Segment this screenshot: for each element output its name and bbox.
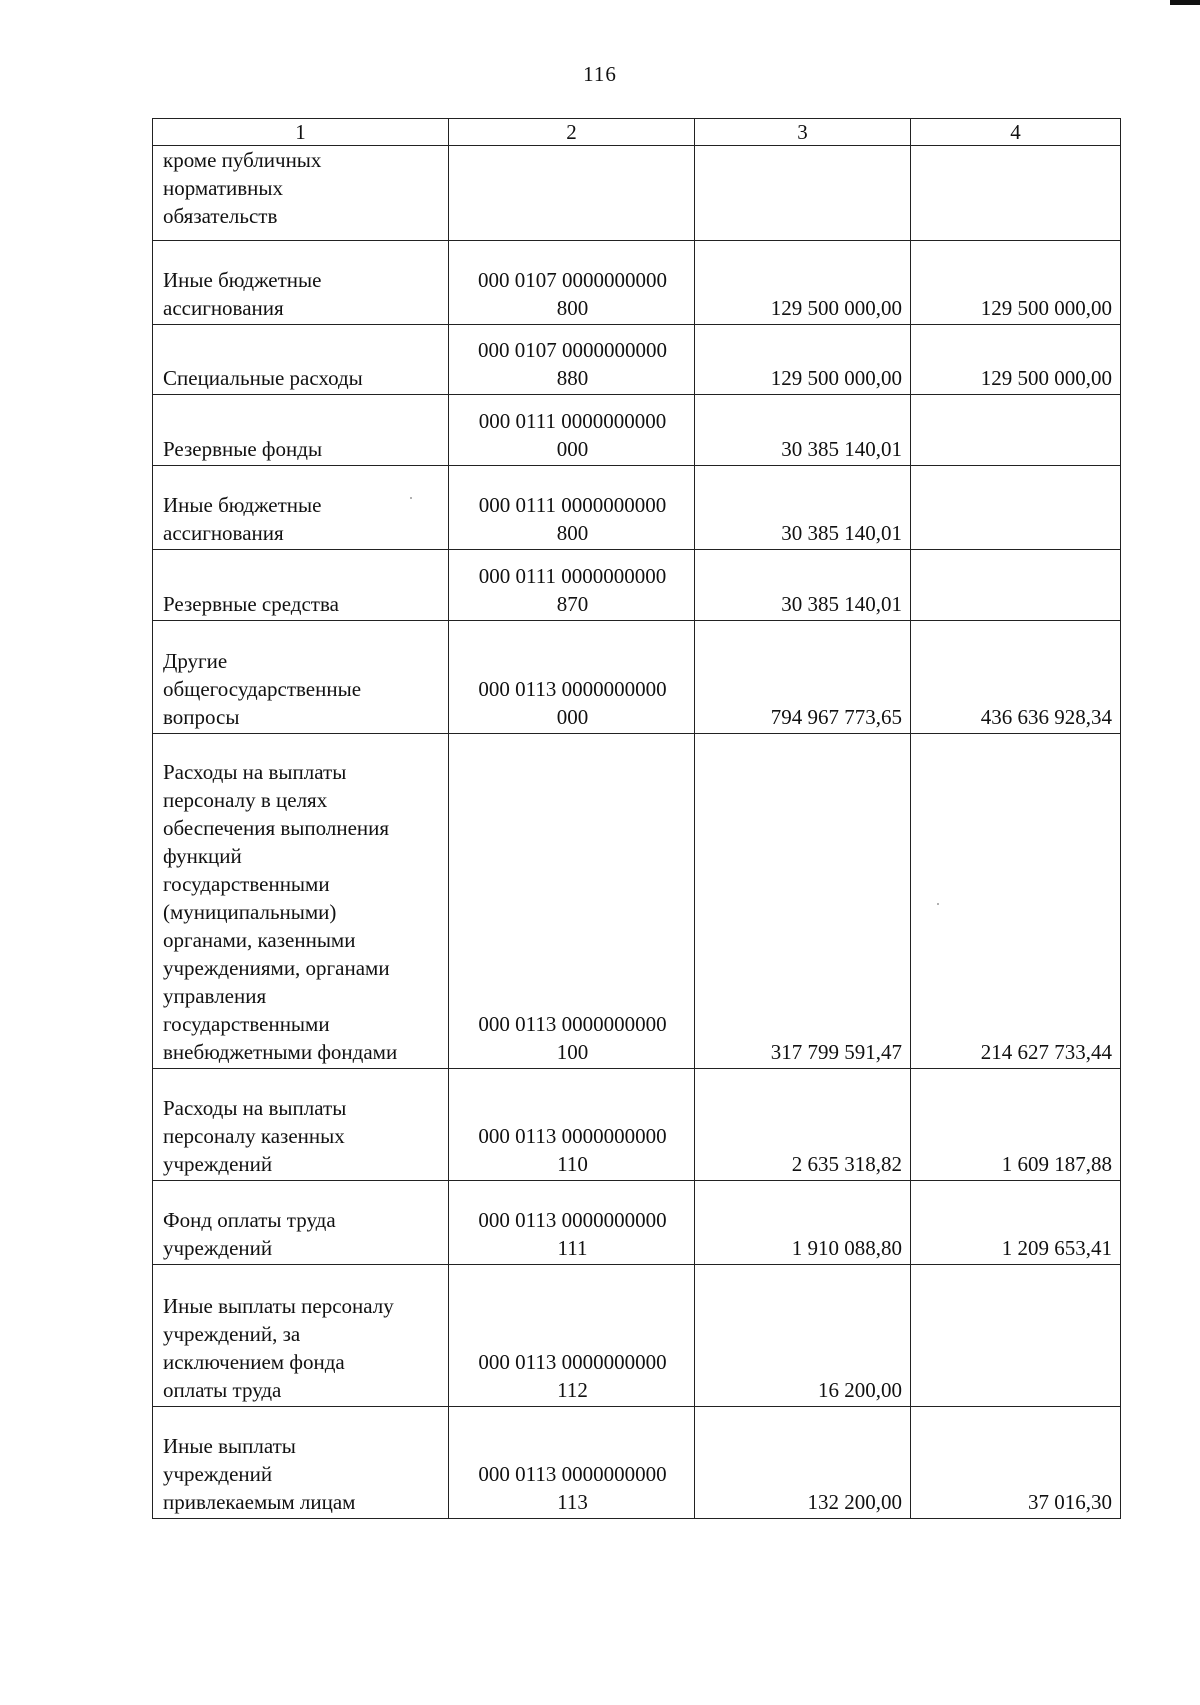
budget-code-line: 100 — [556, 1040, 589, 1064]
expense-name-line: персоналу в целях — [163, 788, 328, 812]
table-row — [153, 146, 1121, 241]
expense-name-cell — [153, 621, 449, 734]
budget-code-line: 000 0113 0000000000 — [478, 1124, 667, 1148]
expense-name-cell — [153, 1069, 449, 1181]
expense-name-line: привлекаемым лицам — [163, 1490, 356, 1514]
amount-column-3-cell: 2 635 318,82 — [695, 1069, 911, 1181]
amount-column-4-cell — [911, 395, 1121, 466]
amount-column-4-cell — [911, 1265, 1121, 1407]
expense-name-line: Иные выплаты — [163, 1434, 296, 1458]
expense-name-line: функций — [163, 844, 242, 868]
expense-name-line: внебюджетными фондами — [163, 1040, 398, 1064]
budget-code-line: 000 0111 0000000000 — [478, 564, 667, 588]
table-row — [153, 1181, 1121, 1265]
budget-code-line: 000 0107 0000000000 — [478, 268, 667, 292]
expense-name-line: Иные бюджетные — [163, 493, 322, 517]
expense-name-line: ассигнования — [163, 521, 284, 545]
table-row — [153, 1069, 1121, 1181]
expense-name-line: общегосударственные — [163, 677, 362, 701]
expense-name-line: Другие — [163, 649, 228, 673]
budget-code-line: 000 0111 0000000000 — [478, 493, 667, 517]
amount-column-3-cell: 30 385 140,01 — [695, 466, 911, 550]
expense-name-line: Фонд оплаты труда — [163, 1208, 336, 1232]
amount-column-3-cell: 30 385 140,01 — [695, 550, 911, 621]
expense-name-line: (муниципальными) — [163, 900, 337, 924]
column-header-2: 2 — [449, 119, 695, 146]
column-header-4: 4 — [911, 119, 1121, 146]
amount-column-4-cell — [911, 146, 1121, 241]
expense-name-cell — [153, 1407, 449, 1519]
budget-code-line: 000 0111 0000000000 — [478, 409, 667, 433]
table-row — [153, 466, 1121, 550]
table-row — [153, 1407, 1121, 1519]
budget-code-cell — [449, 1069, 695, 1181]
budget-code-cell — [449, 550, 695, 621]
expense-name-line: учреждений — [163, 1152, 273, 1176]
budget-table — [152, 118, 1121, 1519]
budget-code-line: 000 0113 0000000000 — [478, 1208, 667, 1232]
budget-code-cell — [449, 466, 695, 550]
amount-column-3-cell: 794 967 773,65 — [695, 621, 911, 734]
budget-code-line: 110 — [557, 1152, 588, 1176]
amount-column-3-cell: 129 500 000,00 — [695, 325, 911, 395]
table-row — [153, 1265, 1121, 1407]
amount-column-3-cell: 16 200,00 — [695, 1265, 911, 1407]
budget-code-line: 800 — [556, 521, 589, 545]
expense-name-cell — [153, 395, 449, 466]
budget-code-line: 000 0113 0000000000 — [478, 1012, 667, 1036]
budget-code-line: 000 0113 0000000000 — [478, 1462, 667, 1486]
expense-name-cell — [153, 146, 449, 241]
amount-column-4-cell: 1 609 187,88 — [911, 1069, 1121, 1181]
amount-column-3-cell: 1 910 088,80 — [695, 1181, 911, 1265]
expense-name-line: учреждений — [163, 1462, 273, 1486]
expense-name-line: ассигнования — [163, 296, 284, 320]
budget-code-line: 113 — [557, 1490, 588, 1514]
budget-code-line: 800 — [556, 296, 589, 320]
amount-column-3-cell: 30 385 140,01 — [695, 395, 911, 466]
expense-name-line: нормативных — [163, 176, 284, 200]
amount-column-3-cell: 129 500 000,00 — [695, 241, 911, 325]
column-header-3: 3 — [695, 119, 911, 146]
expense-name-cell — [153, 1181, 449, 1265]
table-row — [153, 241, 1121, 325]
expense-name-line: обеспечения выполнения — [163, 816, 390, 840]
column-header-1: 1 — [153, 119, 449, 146]
amount-column-4-cell: 436 636 928,34 — [911, 621, 1121, 734]
expense-name-line: управления — [163, 984, 267, 1008]
amount-column-4-cell: 129 500 000,00 — [911, 325, 1121, 395]
amount-column-4-cell — [911, 550, 1121, 621]
budget-code-cell — [449, 734, 695, 1069]
budget-code-cell — [449, 1181, 695, 1265]
expense-name-line: Расходы на выплаты — [163, 760, 347, 784]
budget-code-cell — [449, 395, 695, 466]
expense-name-line: государственными — [163, 1012, 330, 1036]
budget-code-cell — [449, 1265, 695, 1407]
expense-name-line: государственными — [163, 872, 330, 896]
expense-name-line: кроме публичных — [163, 148, 322, 172]
scan-corner-mark — [1170, 0, 1200, 5]
expense-name-line: оплаты труда — [163, 1378, 282, 1402]
expense-name-line: Резервные фонды — [163, 437, 323, 461]
expense-name-line: учреждений — [163, 1236, 273, 1260]
expense-name-line: исключением фонда — [163, 1350, 345, 1374]
amount-column-4-cell: 1 209 653,41 — [911, 1181, 1121, 1265]
expense-name-cell — [153, 734, 449, 1069]
expense-name-line: учреждений, за — [163, 1322, 301, 1346]
budget-code-line: 111 — [557, 1236, 588, 1260]
budget-code-line: 870 — [556, 592, 589, 616]
expense-name-line: учреждениями, органами — [163, 956, 390, 980]
expense-name-cell — [153, 241, 449, 325]
amount-column-3-cell: 132 200,00 — [695, 1407, 911, 1519]
budget-code-line: 000 0107 0000000000 — [478, 338, 667, 362]
amount-column-4-cell: 37 016,30 — [911, 1407, 1121, 1519]
expense-name-line: персоналу казенных — [163, 1124, 345, 1148]
amount-column-3-cell: 317 799 591,47 — [695, 734, 911, 1069]
expense-name-line: Иные выплаты персоналу — [163, 1294, 394, 1318]
budget-code-line: 000 — [556, 705, 589, 729]
expense-name-cell — [153, 466, 449, 550]
table-row — [153, 325, 1121, 395]
budget-code-line: 880 — [556, 366, 589, 390]
expense-name-line: органами, казенными — [163, 928, 356, 952]
budget-code-cell — [449, 241, 695, 325]
expense-name-line: Иные бюджетные — [163, 268, 322, 292]
expense-name-line: Специальные расходы — [163, 366, 363, 390]
budget-code-cell — [449, 1407, 695, 1519]
amount-column-4-cell: 129 500 000,00 — [911, 241, 1121, 325]
amount-column-4-cell — [911, 466, 1121, 550]
budget-code-line: 000 0113 0000000000 — [478, 677, 667, 701]
table-row — [153, 734, 1121, 1069]
amount-column-4-cell: 214 627 733,44 — [911, 734, 1121, 1069]
expense-name-cell — [153, 325, 449, 395]
table-header-row — [153, 119, 1121, 146]
budget-code-cell — [449, 621, 695, 734]
table-row — [153, 395, 1121, 466]
table-row — [153, 550, 1121, 621]
budget-code-line: 000 0113 0000000000 — [478, 1350, 667, 1374]
expense-name-line: обязательств — [163, 204, 278, 228]
budget-code-cell — [449, 146, 695, 241]
expense-name-cell — [153, 550, 449, 621]
page-number: 116 — [583, 62, 617, 86]
table-row — [153, 621, 1121, 734]
budget-code-cell — [449, 325, 695, 395]
amount-column-3-cell — [695, 146, 911, 241]
expense-name-line: Резервные средства — [163, 592, 339, 616]
expense-name-line: вопросы — [163, 705, 240, 729]
budget-code-line: 000 — [556, 437, 589, 461]
expense-name-line: Расходы на выплаты — [163, 1096, 347, 1120]
budget-code-line: 112 — [557, 1378, 588, 1402]
expense-name-cell — [153, 1265, 449, 1407]
